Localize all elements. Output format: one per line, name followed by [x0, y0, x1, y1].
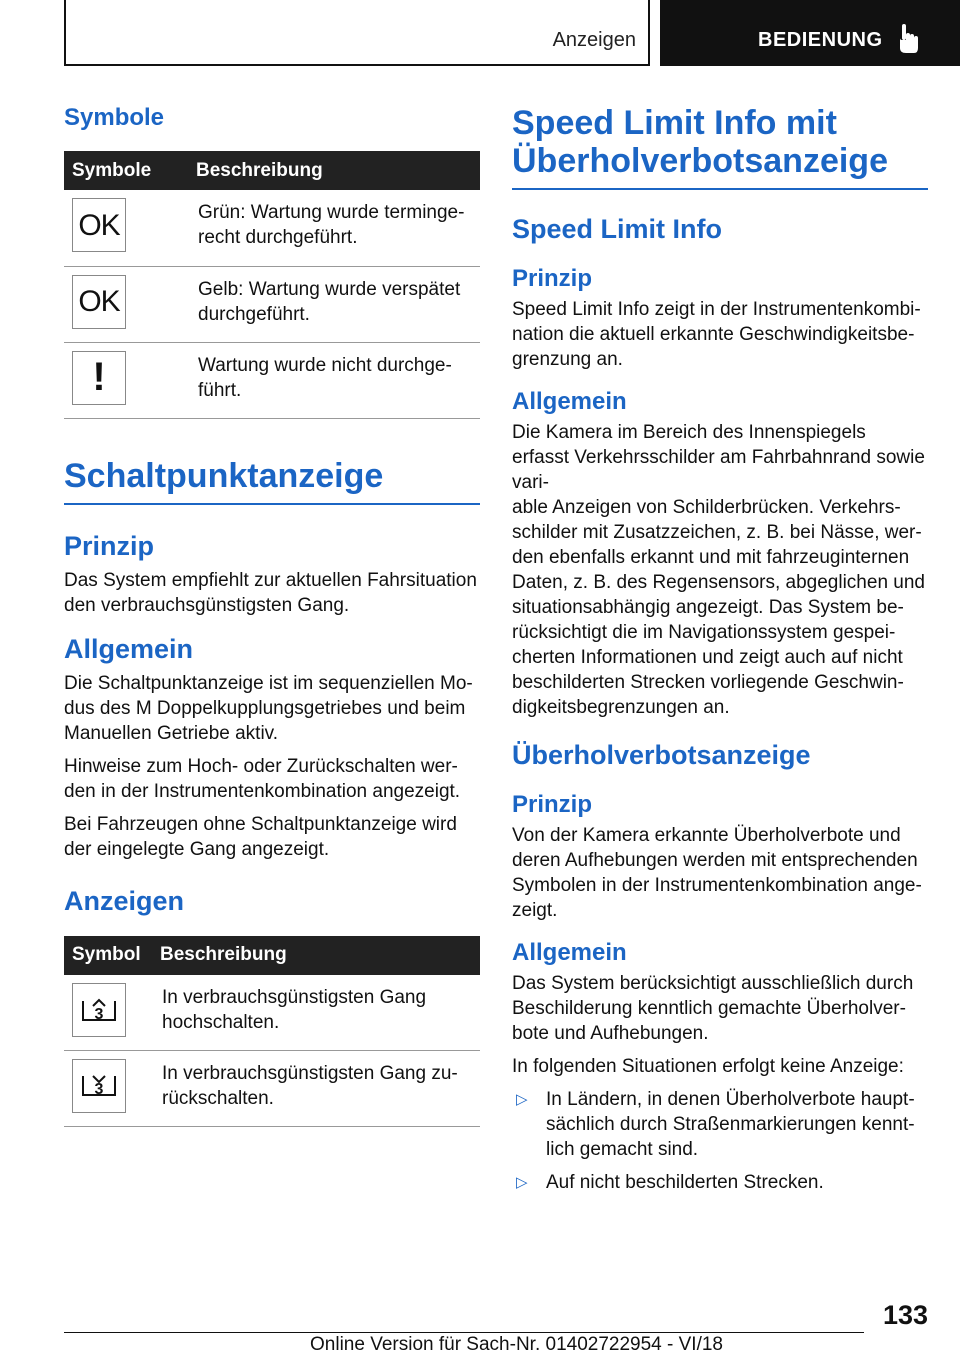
header-left-rule: [64, 0, 66, 66]
ov-general-heading: Allgemein: [512, 939, 627, 966]
header-bottom-rule: [64, 64, 650, 66]
symbols-table: [64, 151, 480, 419]
general-paragraph-1: Die Schaltpunktanzeige ist im sequenziellen Mo- dus des M Doppelkupplungsgetriebes und beim Manuellen Getriebe aktiv.: [64, 672, 473, 744]
description-col-header: Beschreibung: [152, 936, 480, 975]
table-cell-text: Gelb: Wartung wurde verspätet durchgeführt.: [188, 266, 480, 342]
table-cell-text: In verbrauchsgünstigsten Gang hochschalten.: [152, 975, 480, 1051]
display-heading: Anzeigen: [64, 885, 185, 916]
ov-general-paragraph-2: In folgenden Situationen erfolgt keine Anzeige:: [512, 1056, 904, 1077]
speed-limit-title: Speed Limit Info mit Überholverbotsanzeige: [512, 104, 888, 180]
gear-upshift-icon: [72, 983, 126, 1037]
general-heading: Allgemein: [64, 633, 194, 664]
description-col-header: Beschreibung: [188, 151, 480, 190]
header-chapter-tab: [660, 0, 960, 66]
table-row: [64, 1051, 480, 1127]
ok-green-icon: OK: [72, 198, 126, 252]
exclamation-icon: !: [72, 351, 126, 405]
table-row: [64, 266, 480, 342]
list-item-text: In Ländern, in denen Überholverbote haupt- sächlich durch Straßenmarkierungen kennt- lich gemacht sind.: [546, 1089, 915, 1160]
table-row: [64, 342, 480, 418]
triangle-bullet-icon: ▷: [516, 1091, 528, 1108]
sli-general-heading: Allgemein: [512, 388, 627, 415]
left-column: [64, 104, 480, 1127]
header-section-label: Anzeigen: [552, 29, 636, 51]
overtaking-heading: Überholverbotsanzeige: [512, 740, 811, 770]
general-paragraph-2: Hinweise zum Hoch- oder Zurückschalten wer- den in der Instrumentenkombination angezeigt.: [64, 755, 461, 802]
ov-principle-heading: Prinzip: [512, 791, 593, 818]
list-item-text: Auf nicht beschilderten Strecken.: [546, 1172, 824, 1193]
symbol-col-header: Symbol: [64, 936, 152, 975]
table-row: [64, 190, 480, 266]
triangle-bullet-icon: ▷: [516, 1174, 528, 1191]
symbols-col-header: Symbole: [64, 151, 188, 190]
shift-indicator-title: Schaltpunktanzeige: [64, 456, 384, 495]
page-number: 133: [882, 1300, 928, 1330]
sli-principle-text: Speed Limit Info zeigt in der Instrumentenkombi- nation die aktuell erkannte Geschwindigkeitsbe- grenzung an.: [512, 299, 921, 370]
ok-yellow-icon: OK: [72, 275, 126, 329]
table-row: [64, 975, 480, 1051]
symbols-heading: Symbole: [64, 104, 165, 131]
sli-general-text: Die Kamera im Bereich des Innenspiegels erfasst Verkehrsschilder am Fahrbahnrand sowie vari- able Anzeigen von Schilderbrücken. Verkehrs- schilder mit Zusatzzeichen, z. B. bei Nässe, wer- den ebenfalls erkannt und mit fahrzeuginternen Daten, z. B. des Regensensors, abgeglichen und situationsabhängig angezeigt. Das System be- rücksichtigt die im Navigationssystem gespei- cherten Informationen und zeigt auch auf nicht beschilderten Strecken vorliegende Geschwin- digkeitsbegrenzungen an.: [512, 422, 925, 718]
right-column: [512, 104, 928, 1195]
list-item: [512, 1170, 928, 1195]
principle-heading: Prinzip: [64, 530, 155, 561]
svg-text:3: 3: [94, 1081, 104, 1098]
title-rule: [512, 188, 928, 190]
table-cell-text: Wartung wurde nicht durchge- führt.: [188, 342, 480, 418]
footer-online-version: Online Version für Sach-Nr. 01402722954 - VI/18: [310, 1334, 723, 1355]
principle-text: Das System empfiehlt zur aktuellen Fahrsituation den verbrauchsgünstigsten Gang.: [64, 569, 477, 616]
header-separator: [648, 0, 650, 66]
header-chapter-label: BEDIENUNG: [758, 29, 883, 51]
ov-principle-text: Von der Kamera erkannte Überholverbote und deren Aufhebungen werden mit entsprechenden Symbolen in der Instrumentenkombination ange- zeigt.: [512, 825, 922, 921]
table-cell-text: In verbrauchsgünstigsten Gang zu- rückschalten.: [152, 1051, 480, 1127]
pointing-hand-icon: [898, 24, 920, 59]
svg-text:3: 3: [94, 1005, 104, 1023]
gear-downshift-icon: [72, 1059, 126, 1113]
ov-general-paragraph-1: Das System berücksichtigt ausschließlich durch Beschilderung kenntlich gemachte Überholver- bote und Aufhebungen.: [512, 973, 914, 1044]
sli-principle-heading: Prinzip: [512, 265, 593, 292]
general-paragraph-3: Bei Fahrzeugen ohne Schaltpunktanzeige wird der eingelegte Gang angezeigt.: [64, 813, 457, 860]
table-cell-text: Grün: Wartung wurde terminge- recht durchgeführt.: [188, 190, 480, 266]
list-item: [512, 1087, 928, 1162]
title-rule: [64, 503, 480, 505]
sli-heading: Speed Limit Info: [512, 214, 723, 244]
footer-rule: [64, 1332, 864, 1333]
display-table: [64, 936, 480, 1128]
